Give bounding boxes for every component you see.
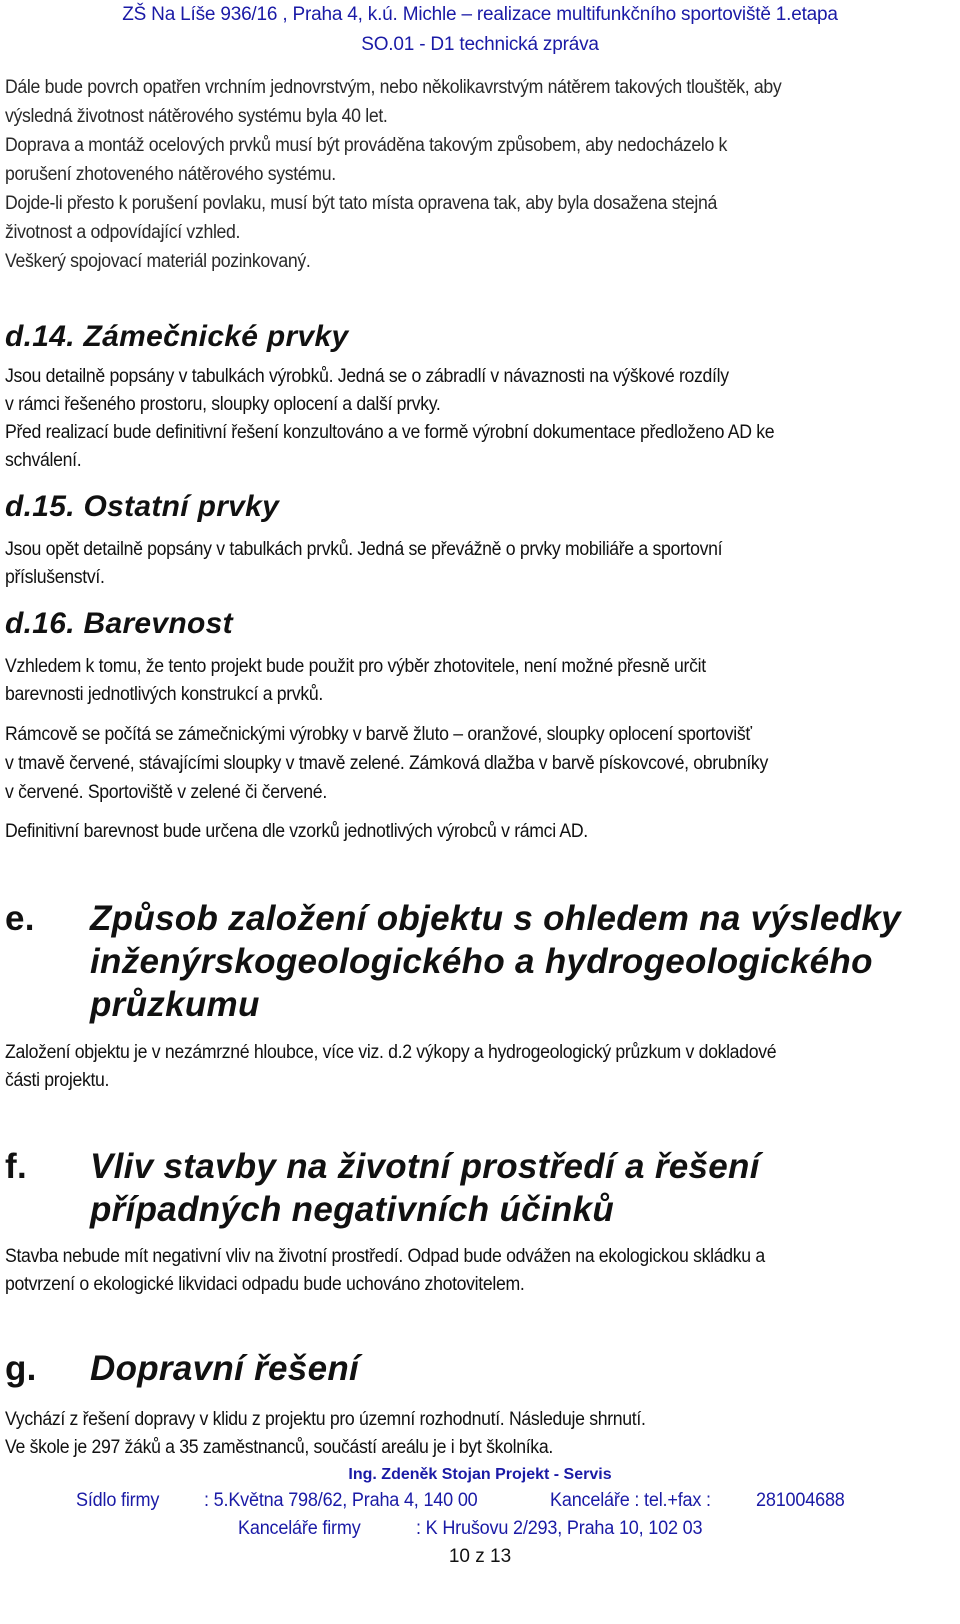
chapter-title-line: průzkumu [90, 985, 260, 1024]
section-e-line: Založení objektu je v nezámrzné hloubce, více viz. d.2 výkopy a hydrogeologický průzkum v dokladové [5, 1042, 777, 1063]
intro-line: životnost a odpovídající vzhled. [5, 222, 241, 243]
section-g-line: Ve škole je 297 žáků a 35 zaměstnanců, součástí areálu je i byt školníka. [5, 1437, 553, 1458]
header-subtitle: SO.01 - D1 technická zpráva [361, 34, 599, 55]
chapter-title-line: případných negativních účinků [90, 1190, 615, 1229]
d15-line: příslušenství. [5, 567, 105, 588]
intro-line: Dále bude povrch opatřen vrchním jednovrstvým, nebo několikavrstvým nátěrem takových tlouštěk, aby [5, 77, 782, 98]
page-number: 10 z 13 [448, 1546, 512, 1567]
chapter-title [90, 897, 960, 1026]
d14-line: schválení. [5, 450, 82, 471]
chapter-title-line: Dopravní řešení [90, 1349, 360, 1388]
intro-line: porušení zhotoveného nátěrového systému. [5, 164, 336, 185]
chapter-title [90, 1145, 960, 1231]
d14-line: Jsou detailně popsány v tabulkách výrobků. Jedná se o zábradlí v návaznosti na výškové rozdíly [5, 366, 729, 387]
section-f-line: Stavba nebude mít negativní vliv na životní prostředí. Odpad bude odvážen na ekologickou skládku a [5, 1246, 765, 1267]
d15-line: Jsou opět detailně popsány v tabulkách prvků. Jedná se převážně o prvky mobiliáře a sportovní [5, 539, 723, 560]
intro-line: Veškerý spojovací materiál pozinkovaný. [5, 251, 311, 272]
d14-line: v rámci řešeného prostoru, sloupky oplocení a další prvky. [5, 394, 441, 415]
chapter-number: e. [5, 899, 35, 938]
intro-line: Doprava a montáž ocelových prvků musí být prováděna takovým způsobem, aby nedocházelo k [5, 135, 728, 156]
d16-line: Definitivní barevnost bude určena dle vzorků jednotlivých výrobců v rámci AD. [5, 821, 588, 842]
intro-line: Dojde-li přesto k porušení povlaku, musí být tato místa opravena tak, aby byla dosažena stejná [5, 193, 717, 214]
header-title: ZŠ Na Líše 936/16 , Praha 4, k.ú. Michle – realizace multifunkčního sportoviště 1.etapa [122, 4, 838, 25]
section-heading-d16: d.16. Barevnost [5, 607, 233, 640]
d16-line: v červené. Sportoviště v zelené či červené. [5, 782, 327, 803]
footer-seat-value: : 5.Května 798/62, Praha 4, 140 00 [204, 1490, 478, 1511]
chapter-title [90, 1347, 960, 1390]
section-f-line: potvrzení o ekologické likvidaci odpadu bude uchováno zhotovitelem. [5, 1274, 525, 1295]
footer-offices-firm-label: Kanceláře firmy [238, 1518, 361, 1539]
intro-line: výsledná životnost nátěrového systému byla 40 let. [5, 106, 388, 127]
footer-phone: 281004688 [756, 1490, 845, 1511]
chapter-title-line: Vliv stavby na životní prostředí a řešení [90, 1147, 760, 1186]
section-e-line: části projektu. [5, 1070, 110, 1091]
d16-line: barevnosti jednotlivých konstrukcí a prvků. [5, 684, 323, 705]
chapter-number: g. [5, 1349, 37, 1388]
d16-line: Rámcově se počítá se zámečnickými výrobky v barvě žluto – oranžové, sloupky oplocení sportovišť [5, 724, 752, 745]
footer-signature: Ing. Zdeněk Stojan Projekt - Servis [348, 1466, 612, 1483]
section-heading-d15: d.15. Ostatní prvky [5, 490, 280, 523]
d14-line: Před realizací bude definitivní řešení konzultováno a ve formě výrobní dokumentace předloženo AD ke [5, 422, 775, 443]
chapter-title-line: Způsob založení objektu s ohledem na výsledky [90, 899, 901, 938]
footer-seat-label: Sídlo firmy [76, 1490, 160, 1511]
footer-offices-firm-value: : K Hrušovu 2/293, Praha 10, 102 03 [416, 1518, 703, 1539]
d16-line: v tmavě červené, stávajícími sloupky v tmavě zelené. Zámková dlažba v barvě pískovcové, obrubníky [5, 753, 768, 774]
footer-offices-label: Kanceláře : tel.+fax : [550, 1490, 711, 1511]
section-g-line: Vychází z řešení dopravy v klidu z projektu pro územní rozhodnutí. Následuje shrnutí. [5, 1409, 646, 1430]
chapter-title-line: inženýrskogeologického a hydrogeologického [90, 942, 873, 981]
chapter-number: f. [5, 1147, 27, 1186]
section-heading-d14: d.14. Zámečnické prvky [5, 320, 349, 353]
d16-line: Vzhledem k tomu, že tento projekt bude použit pro výběr zhotovitele, není možné přesně určit [5, 656, 706, 677]
